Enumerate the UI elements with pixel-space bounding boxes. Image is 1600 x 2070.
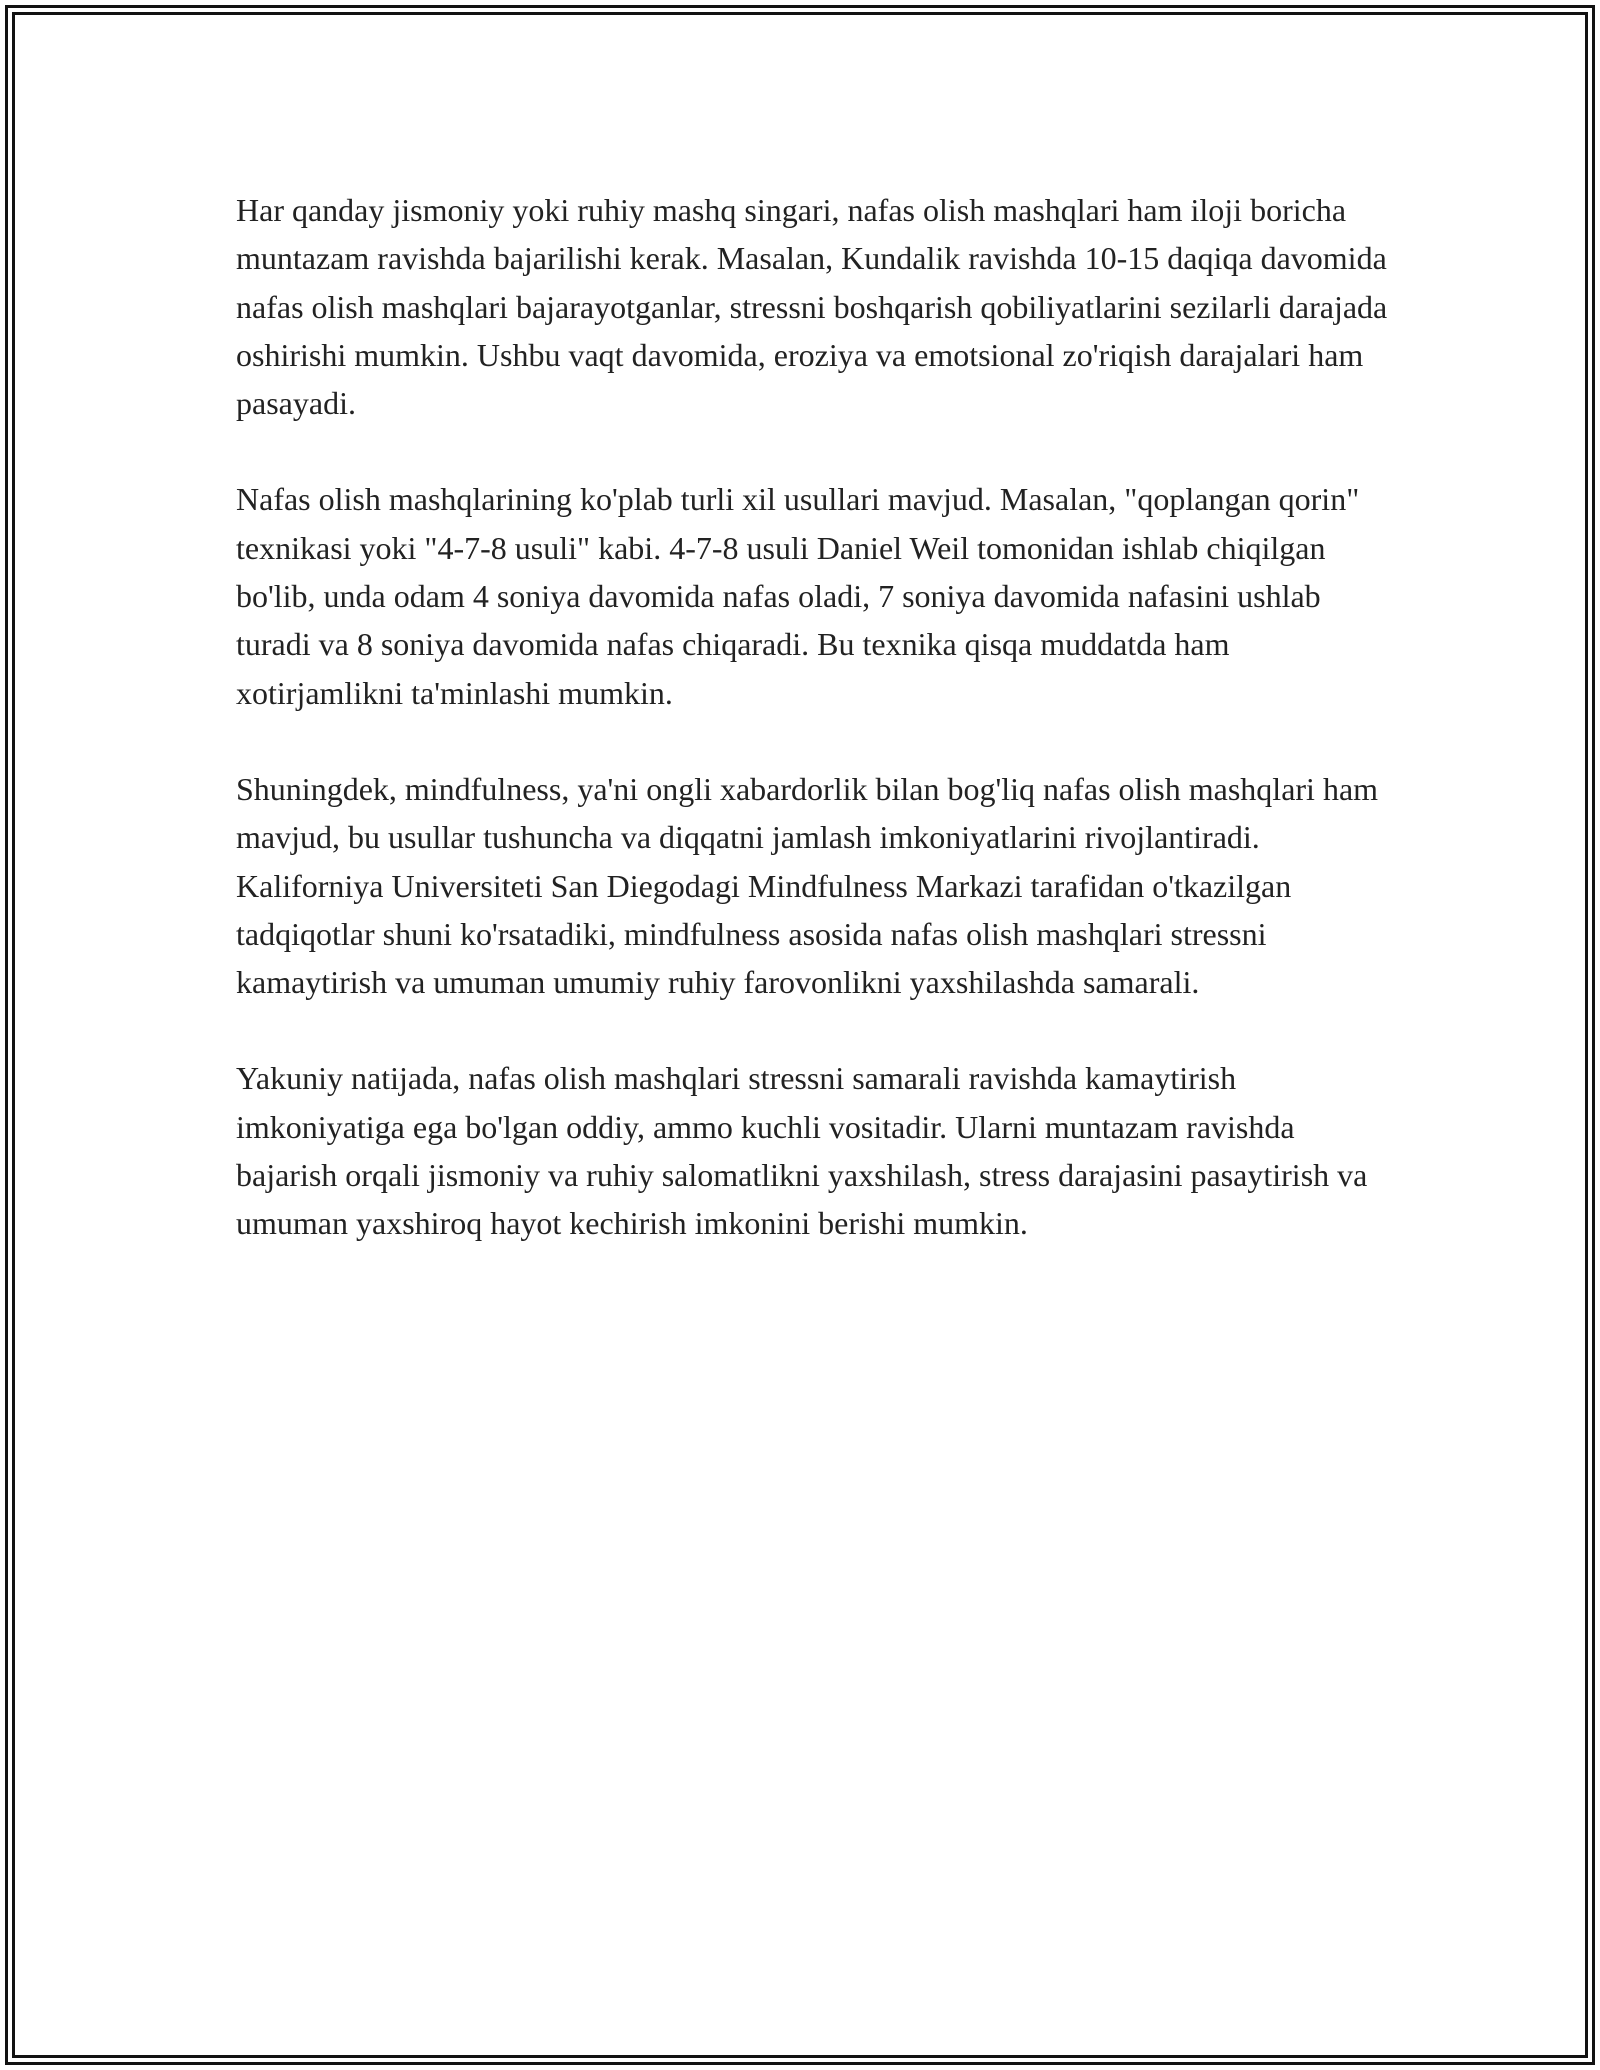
paragraph-2: Nafas olish mashqlarining ko'plab turli xil usullari mavjud. Masalan, "qoplangan qorin" texnikasi yoki "4-7-8 usuli" kabi. 4-7-8 usuli Daniel Weil tomonidan ishlab chiqilgan bo'lib, unda odam 4 soniya davomida nafas oladi, 7 soniya davomida nafasini ushlab turadi va 8 soniya davomida nafas chiqaradi. Bu texnika qisqa muddatda ham xotirjamlikni ta'minlashi mumkin. <box>236 481 1360 711</box>
paragraph-4: Yakuniy natijada, nafas olish mashqlari stressni samarali ravishda kamaytirish imkoniyatiga ega bo'lgan oddiy, ammo kuchli vositadir. Ularni muntazam ravishda bajarish orqali jismoniy va ruhiy salomatlikni yaxshilash, stress darajasini pasaytirish va umuman yaxshiroq hayot kechirish imkonini berishi mumkin. <box>236 1060 1368 1242</box>
paragraph-3: Shuningdek, mindfulness, ya'ni ongli xabardorlik bilan bog'liq nafas olish mashqlari ham mavjud, bu usullar tushuncha va diqqatni jamlash imkoniyatlarini rivojlantiradi. Kaliforniya Universiteti San Diegodagi Mindfulness Markazi tarafidan o'tkazilgan tadqiqotlar shuni ko'rsatadiki, mindfulness asosida nafas olish mashqlari stressni kamaytirish va umuman umumiy ruhiy farovonlikni yaxshilashda samarali. <box>236 770 1379 1001</box>
paragraph-1: Har qanday jismoniy yoki ruhiy mashq singari, nafas olish mashqlari ham iloji boricha muntazam ravishda bajarilishi kerak. Masalan, Kundalik ravishda 10-15 daqiqa davomida nafas olish mashqlari bajarayotganlar, stressni boshqarish qobiliyatlarini sezilarli darajada oshirishi mumkin. Ushbu vaqt davomida, eroziya va emotsional zo'riqish darajalari ham pasayadi. <box>236 192 1388 422</box>
document-body <box>236 186 1396 1296</box>
